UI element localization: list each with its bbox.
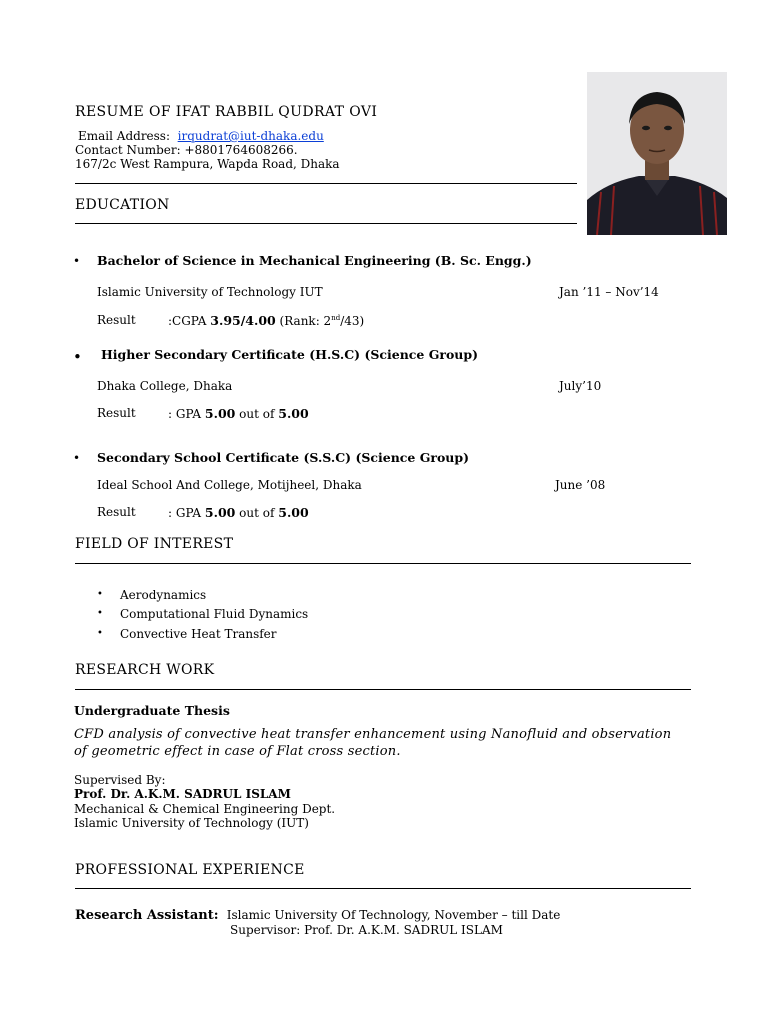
address: 167/2c West Rampura, Wapda Road, Dhaka: [75, 157, 340, 171]
research-divider: [75, 689, 691, 690]
edu-degree-bsc: Bachelor of Science in Mechanical Engineering (B. Sc. Engg.): [97, 253, 532, 268]
result-value: 5.00: [204, 406, 236, 421]
rank-suffix: /43): [340, 314, 365, 328]
result-max: 5.00: [278, 505, 309, 520]
result-max: 5.00: [278, 406, 309, 421]
supervised-label: Supervised By:: [74, 773, 166, 787]
bullet-icon: •: [73, 451, 81, 465]
edu-result-ssc: [168, 505, 309, 520]
edu-institution-ssc: Ideal School And College, Motijheel, Dhaka: [97, 478, 362, 492]
edu-degree-ssc: Secondary School Certificate (S.S.C) (Science Group): [97, 450, 470, 465]
supervisor-name: Prof. Dr. A.K.M. SADRUL ISLAM: [74, 787, 291, 801]
edu-institution-hsc: Dhaka College, Dhaka: [97, 379, 233, 393]
thesis-title-line2: of geometric effect in case of Flat cross section.: [74, 744, 401, 759]
edu-result-label-bsc: Result: [97, 313, 136, 327]
experience-detail: Islamic University Of Technology, November – till Date: [226, 908, 561, 922]
experience-supervisor: Supervisor: Prof. Dr. A.K.M. SADRUL ISLAM: [230, 923, 503, 937]
supervisor-university: Islamic University of Technology (IUT): [74, 816, 309, 830]
result-prefix: : GPA: [168, 407, 205, 421]
result-value: 3.95/4.00: [210, 313, 276, 328]
email-label: Email Address:: [78, 129, 171, 143]
edu-date-hsc: July’10: [559, 379, 602, 393]
rank-prefix: (Rank: 2: [275, 314, 332, 328]
edu-result-label-ssc: Result: [97, 505, 136, 519]
edu-degree-hsc: Higher Secondary Certificate (H.S.C) (Science Group): [101, 347, 479, 362]
edu-date-ssc: June ’08: [555, 478, 606, 492]
thesis-title-line1: CFD analysis of convective heat transfer enhancement using Nanofluid and observation: [74, 727, 672, 742]
education-divider: [75, 223, 577, 224]
rank-sup: nd: [331, 314, 341, 322]
interest-item: Convective Heat Transfer: [120, 627, 277, 641]
interest-item: Computational Fluid Dynamics: [120, 607, 309, 621]
header-divider: [75, 183, 577, 184]
interest-divider: [75, 563, 691, 564]
supervisor-dept: Mechanical & Chemical Engineering Dept.: [74, 802, 336, 816]
result-mid: out of: [235, 506, 279, 520]
bullet-icon: •: [97, 589, 103, 600]
resume-title: RESUME OF IFAT RABBIL QUDRAT OVI: [75, 104, 378, 120]
email-link[interactable]: irqudrat@iut-dhaka.edu: [177, 129, 324, 143]
research-heading: RESEARCH WORK: [75, 662, 215, 678]
edu-date-bsc: Jan ’11 – Nov’14: [559, 285, 659, 299]
experience-divider: [75, 888, 691, 889]
education-heading: EDUCATION: [75, 197, 170, 213]
edu-result-hsc: [168, 406, 309, 421]
bullet-icon: •: [73, 254, 81, 268]
bullet-icon: •: [97, 628, 103, 639]
bullet-icon: •: [97, 608, 103, 619]
thesis-subheading: Undergraduate Thesis: [74, 703, 230, 718]
result-prefix: :CGPA: [168, 314, 211, 328]
contact-number: Contact Number: +8801764608266.: [75, 143, 298, 157]
experience-heading: PROFESSIONAL EXPERIENCE: [75, 862, 305, 878]
experience-role: Research Assistant:: [75, 908, 219, 923]
result-mid: out of: [235, 407, 279, 421]
experience-line: [75, 908, 560, 923]
result-prefix: : GPA: [168, 506, 205, 520]
edu-institution-bsc: Islamic University of Technology IUT: [97, 285, 323, 299]
result-value: 5.00: [204, 505, 236, 520]
bullet-icon: •: [73, 348, 82, 366]
profile-photo: [587, 72, 727, 235]
interest-item: Aerodynamics: [120, 588, 207, 602]
email-line: [78, 129, 324, 143]
edu-result-label-hsc: Result: [97, 406, 136, 420]
interest-heading: FIELD OF INTEREST: [75, 536, 234, 552]
edu-result-bsc: [168, 313, 364, 328]
